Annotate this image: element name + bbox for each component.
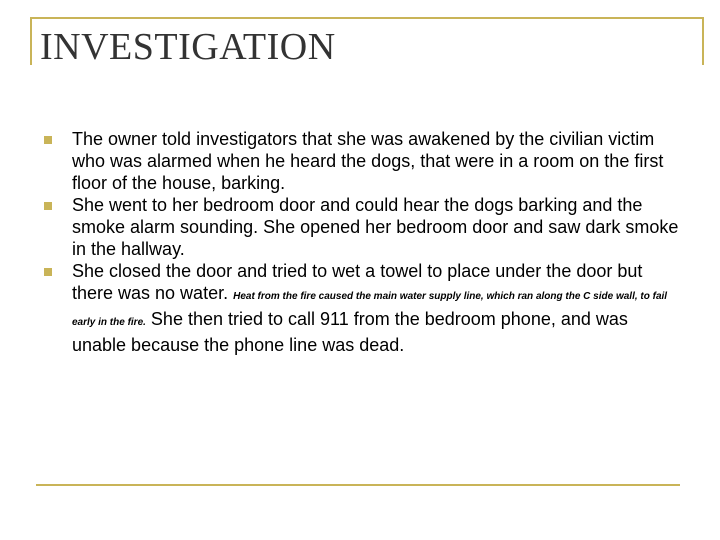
bullet-list: [44, 128, 684, 356]
bullet-item-3: [44, 260, 684, 356]
bullet-text: The owner told investigators that she was awakened by the civilian victim who was alarmed when he heard the dogs, that were in a room on the first floor of the house, barking.: [72, 129, 664, 193]
bullet-text-start: She closed the door and tried to wet a towel to place under the door but there was no water.: [72, 261, 643, 303]
bullet-item-2: [44, 194, 684, 260]
square-bullet-icon: [44, 136, 52, 144]
right-divider: [702, 17, 704, 65]
square-bullet-icon: [44, 202, 52, 210]
bullet-text: She went to her bedroom door and could hear the dogs barking and the smoke alarm sounding. She opened her bedroom door and saw dark smoke in the hallway.: [72, 195, 679, 259]
slide-title: INVESTIGATION: [40, 26, 336, 68]
fire-note: Heat from the fire caused the main water supply line, which ran along the C side wall, to fail early in the fire.: [72, 291, 668, 328]
bottom-divider: [36, 484, 680, 486]
square-bullet-icon: [44, 268, 52, 276]
bullet-text-end: She then tried to call 911 from the bedroom phone, and was unable because the phone line was dead.: [72, 309, 628, 355]
left-divider: [30, 17, 32, 65]
bullet-item-1: [44, 128, 684, 194]
top-divider: [30, 17, 704, 19]
